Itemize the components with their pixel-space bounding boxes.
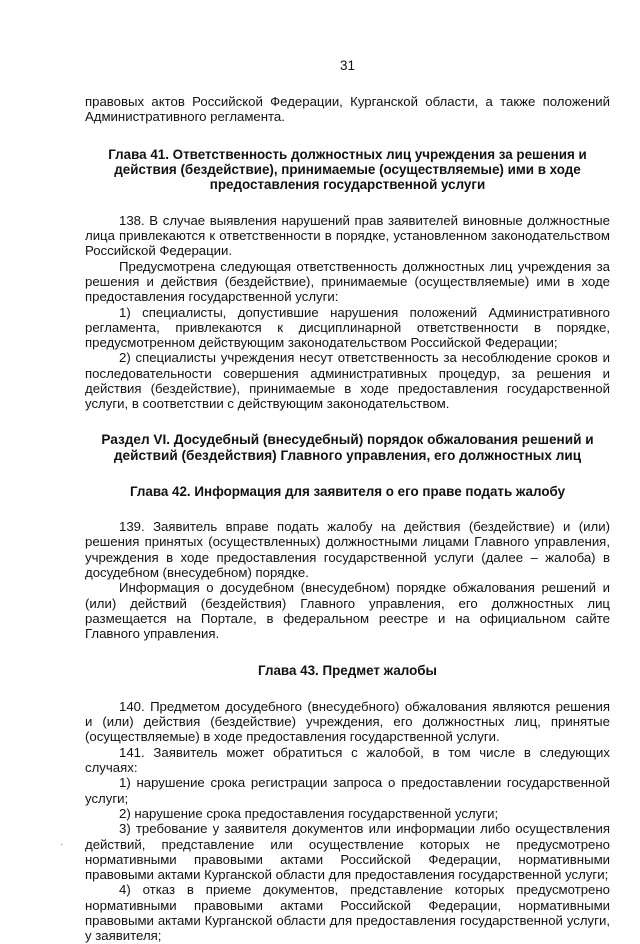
intro-paragraph: правовых актов Российской Федерации, Курганской области, а также положений Административного регламента.: [85, 94, 610, 125]
paragraph-141: 141. Заявитель может обратиться с жалобой, в том числе в следующих случаях:: [85, 744, 610, 776]
chapter-41-title: Глава 41. Ответственность должностных лиц учреждения за решения и действия (бездействие), принимаемые (осуществляемые) ими в ходе предоставления государственной услуги: [108, 146, 587, 193]
case-item-3: 3) требование у заявителя документов или информации либо осуществления действий, представление или осуществление которых не предусмотрено нормативными правовыми актами Российской Федерации, нормативными правовыми актами Курганской области для предоставления государственной услуги;: [85, 821, 610, 883]
case-item-2: 2) нарушение срока предоставления государственной услуги;: [119, 805, 499, 821]
complaint-info-paragraph: Информация о досудебном (внесудебном) порядке обжалования решений и (или) действий (бездействия) Главного управления, его должностных лиц размещается на Портале, в федеральном реестре и на официальном сайте Главного управления.: [85, 580, 610, 642]
chapter-42-title: Глава 42. Информация для заявителя о его праве подать жалобу: [129, 483, 566, 499]
paragraph-140: 140. Предметом досудебного (внесудебного) обжалования являются решения и (или) действия (бездействие) учреждения, его должностных лиц, принятые (осуществляемые) в ходе предоставления государственной услуги.: [85, 698, 610, 745]
case-item-4: 4) отказ в приеме документов, представление которых предусмотрено нормативными правовыми актами Российской Федерации, нормативными правовыми актами Курганской области для предоставления государственной услуги, у заявителя;: [85, 882, 610, 944]
page-number: 31: [339, 58, 356, 73]
scan-artifact-mark: ·: [60, 839, 64, 850]
chapter-43-title: Глава 43. Предмет жалобы: [258, 663, 437, 679]
paragraph-139: 139. Заявитель вправе подать жалобу на действия (бездействие) и (или) решения принятых (осуществленных) должностными лицами Главного управления, учреждения в ходе предоставления государственной услуги (далее – жалоба) в досудебном (внесудебном) порядке.: [85, 519, 610, 580]
responsibility-intro: Предусмотрена следующая ответственность должностных лиц учреждения за решения и действия (бездействие), принимаемые (осуществляемые) ими в ходе предоставления государственной услуги:: [85, 258, 610, 305]
section-6-title: Раздел VI. Досудебный (внесудебный) порядок обжалования решений и действий (бездействия) Главного управления, его должностных лиц: [101, 431, 594, 463]
paragraph-138: 138. В случае выявления нарушений прав заявителей виновные должностные лица привлекаются к ответственности в порядке, установленном законодательством Российской Федерации.: [85, 212, 610, 259]
case-item-1: 1) нарушение срока регистрации запроса о предоставлении государственной услуги;: [85, 775, 610, 806]
responsibility-item-2: 2) специалисты учреждения несут ответственность за несоблюдение сроков и последовательности совершения административных процедур, за решения и действия (бездействие), принимаемые в ходе предоставления государственной услуги, в соответствии с действующим законодательством.: [85, 350, 610, 412]
responsibility-item-1: 1) специалисты, допустившие нарушения положений Административного регламента, привлекаются к дисциплинарной ответственности в порядке, предусмотренном действующим законодательством Российской Федерации;: [85, 304, 610, 351]
